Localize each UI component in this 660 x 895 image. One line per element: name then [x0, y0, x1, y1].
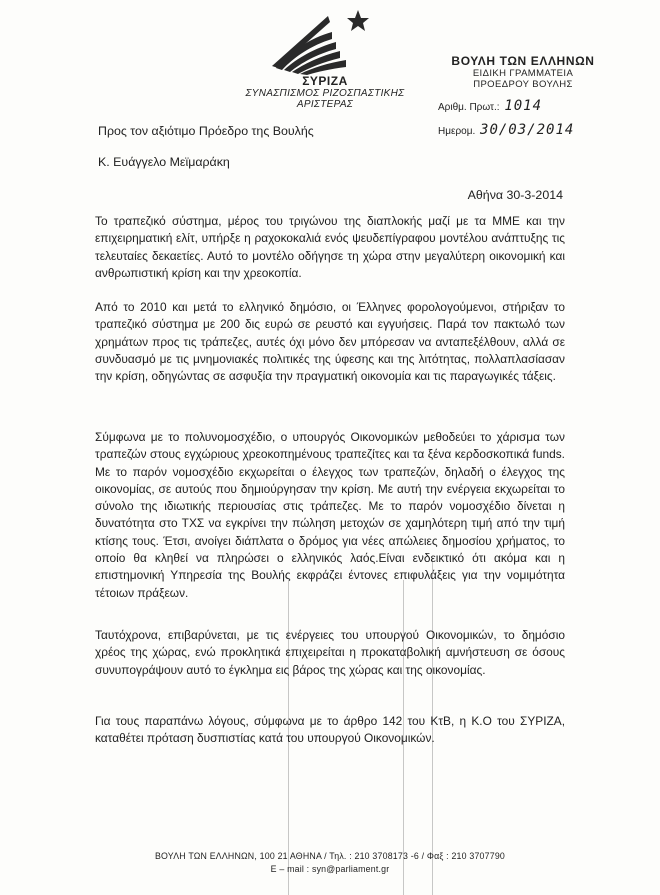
stamp-protocol-row	[438, 98, 608, 114]
addressee-line: Προς τον αξιότιμο Πρόεδρο της Βουλής	[98, 124, 314, 138]
stamp-date-label: Ημερομ.	[438, 126, 476, 137]
syriza-flag-star-icon	[270, 8, 380, 76]
footer-address: ΒΟΥΛΗ ΤΩΝ ΕΛΛΗΝΩΝ, 100 21 ΑΘΗΝΑ / Τηλ. : 210 3708173 -6 / Φαξ : 210 3707790	[154, 851, 506, 861]
footer-email: E – mail : syn@parliament.gr	[270, 864, 390, 874]
stamp-title: ΒΟΥΛΗ ΤΩΝ ΕΛΛΗΝΩΝ	[451, 54, 595, 68]
letter-date: Αθήνα 30-3-2014	[467, 188, 563, 202]
stamp-date-row	[438, 122, 608, 138]
party-full-name: ΣΥΝΑΣΠΙΣΜΟΣ ΡΙΖΟΣΠΑΣΤΙΚΗΣ ΑΡΙΣΤΕΡΑΣ	[245, 88, 405, 110]
body-paragraph: Ταυτόχρονα, επιβαρύνεται, με τις ενέργειες του υπουργού Οικονομικών, το δημόσιο χρέος της χώρας, ενώ προκλητικά επιχειρείται η προκαταβολική αμνήστευση σε όσους συνυπογράψουν αυτό το έγκλημα εις βάρος της χώρας και της οικονομίας.	[95, 628, 565, 677]
protocol-label: Αριθμ. Πρωτ.:	[438, 102, 500, 113]
body-paragraph: Το τραπεζικό σύστημα, μέρος του τριγώνου της διαπλοκής μαζί με τα ΜΜΕ και την επιχειρηματική ελίτ, υπήρξε η ραχοκοκαλιά ενός ψευδεπίγραφου μοντέλου ανάπτυξης τις τελευταίες δεκαετίες. Αυτό το μοντέλο οδήγησε τη χώρα στην μεγαλύτερη οικονομική και ανθρωπιστική κρίση και την χρεοκοπία.	[95, 214, 565, 280]
stamp-office: ΠΡΟΕΔΡΟΥ ΒΟΥΛΗΣ	[473, 79, 573, 90]
stamp-department: ΕΙΔΙΚΗ ΓΡΑΜΜΑΤΕΙΑ	[472, 68, 574, 79]
party-name: ΣΥΡΙΖΑ	[302, 74, 348, 88]
protocol-number: 1014	[504, 98, 543, 114]
body-paragraph: Για τους παραπάνω λόγους, σύμφωνα με το άρθρο 142 του ΚτΒ, η Κ.Ο του ΣΥΡΙΖΑ, καταθέτει πρόταση δυσπιστίας κατά του υπουργού Οικονομικών.	[95, 714, 565, 746]
stamp-date-value: 30/03/2014	[480, 122, 575, 138]
party-letterhead	[230, 8, 420, 110]
body-paragraph: Από το 2010 και μετά το ελληνικό δημόσιο, οι Έλληνες φορολογούμενοι, στήριξαν το τραπεζικό σύστημα με 200 δις ευρώ σε ρευστό και εγγυήσεις. Παρά τον πακτωλό των χρημάτων προς τις τράπεζες, αυτές όχι μόνο δεν μπόρεσαν να ανταπεξέλθουν, αλλά σε συνδυασμό με τις μνημονιακές πολιτικές της ύφεσης και της λιτότητας, πολλαπλασίασαν την κρίση, οδηγώντας σε ασφυξία την πραγματική οικονομία και τις παραγωγικές τάξεις.	[95, 300, 565, 384]
parliament-registration-stamp	[438, 54, 608, 138]
addressee-name: Κ. Ευάγγελο Μεϊμαράκη	[98, 155, 230, 169]
body-paragraph: Σύμφωνα με το πολυνομοσχέδιο, ο υπουργός Οικονομικών μεθοδεύει το χάρισμα των τραπεζών στους εγχώριους χρεοκοπημένους τραπεζίτες και τα ξένα κερδοσκοπικά funds. Με το παρόν νομοσχέδιο εκχωρείται ο έλεγχος των τραπεζών, δηλαδή ο έλεγχος της οικονομίας, σε αυτούς που δημιούργησαν την κρίση. Με αυτή την ενέργεια εκχωρείται το σύνολο της ιδιωτικής περιουσίας στις τράπεζες. Με το παρόν νομοσχέδιο δίνεται η δυνατότητα στο ΤΧΣ να εγκρίνει την πώληση μετοχών σε χαμηλότερη τιμή από την τιμή κτίσης τους. Έτσι, ανοίγει διάπλατα ο δρόμος για νέες απώλειες δημοσίου χρήματος, το οποίο θα κληθεί να πληρώσει ο ελληνικός λαός.Είναι ενδεικτικό ότι ακόμα και η επιστημονική Υπηρεσία της Βουλής εκφράζει έντονες επιφυλάξεις για την νομιμότητα τέτοιων πράξεων.	[95, 430, 565, 600]
